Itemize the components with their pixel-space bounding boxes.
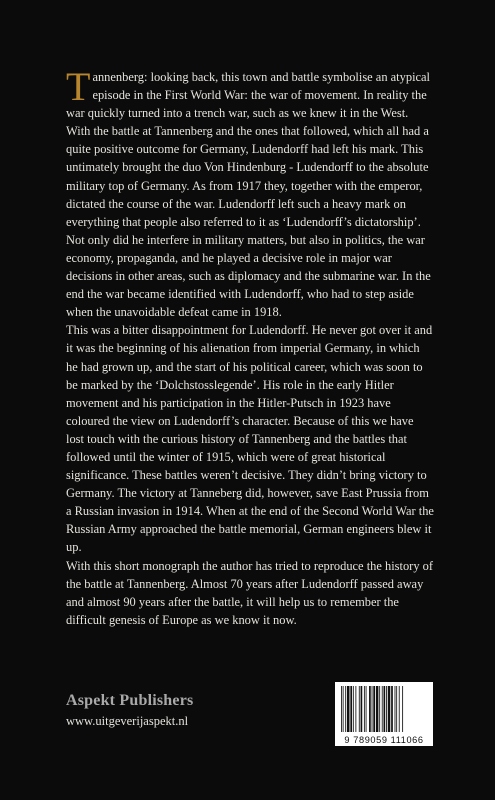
blurb-text — [66, 64, 434, 629]
barcode-bars-icon — [341, 686, 427, 732]
blurb-paragraph-2: This was a bitter disappointment for Ludendorff. He never got over it and it was the beginning of his alienation from imperial Germany, in which he had grown up, and the start of his political career, which was soon to be marked by the ‘Dolchstosslegende’. His role in the early Hitler movement and his participation in the Hitler-Putsch in 1923 have coloured the view on Ludendorff’s character. Because of this we have lost touch with the curious history of Tannenberg and the battles that followed until the winter of 1915, which were of great historical significance. These battles weren’t decisive. They didn’t bring victory to Germany. The victory at Tanneberg did, however, save East Prussia from a Russian invasion in 1914. When at the end of the Second World War the Russian Army approached the battle memorial, German engineers blew it up. — [66, 323, 434, 555]
blurb-paragraph-1-text: annenberg: looking back, this town and battle symbolise an atypical episode in the First World War: the war of movement. In reality the war quickly turned into a trench war, such as we knew it in the West. With the battle at Tannenberg and the ones that followed, which all had a quite positive outcome for Germany, Ludendorff had left his mark. This untimately brought the duo Von Hindenburg - Ludendorff to the absolute military top of Germany. As from 1917 they, together with the emperor, dictated the course of the war. Ludendorff left such a heavy mark on everything that people also referred to it as ‘Ludendorff’s dictatorship’. Not only did he interfere in military matters, but also in politics, the war economy, propaganda, and he played a decisive role in major war decisions in other areas, such as diplomacy and the submarine war. In the end the war became identified with Ludendorff, who had to step aside when the unavoidable defeat came in 1918. — [66, 70, 431, 320]
blurb-paragraph-3: With this short monograph the author has tried to reproduce the history of the battle at Tannenberg. Almost 70 years after Ludendorff passed away and almost 90 years after the battle, it will help us to remember the difficult genesis of Europe as we know it now. — [66, 558, 434, 627]
publisher-name: Aspekt Publishers — [66, 692, 194, 709]
drop-cap: T — [66, 64, 91, 109]
blurb-paragraph-1 — [66, 64, 434, 321]
barcode — [335, 682, 433, 746]
barcode-number: 9 789059 111066 — [344, 735, 424, 745]
publisher-website: www.uitgeverijaspekt.nl — [66, 714, 189, 728]
